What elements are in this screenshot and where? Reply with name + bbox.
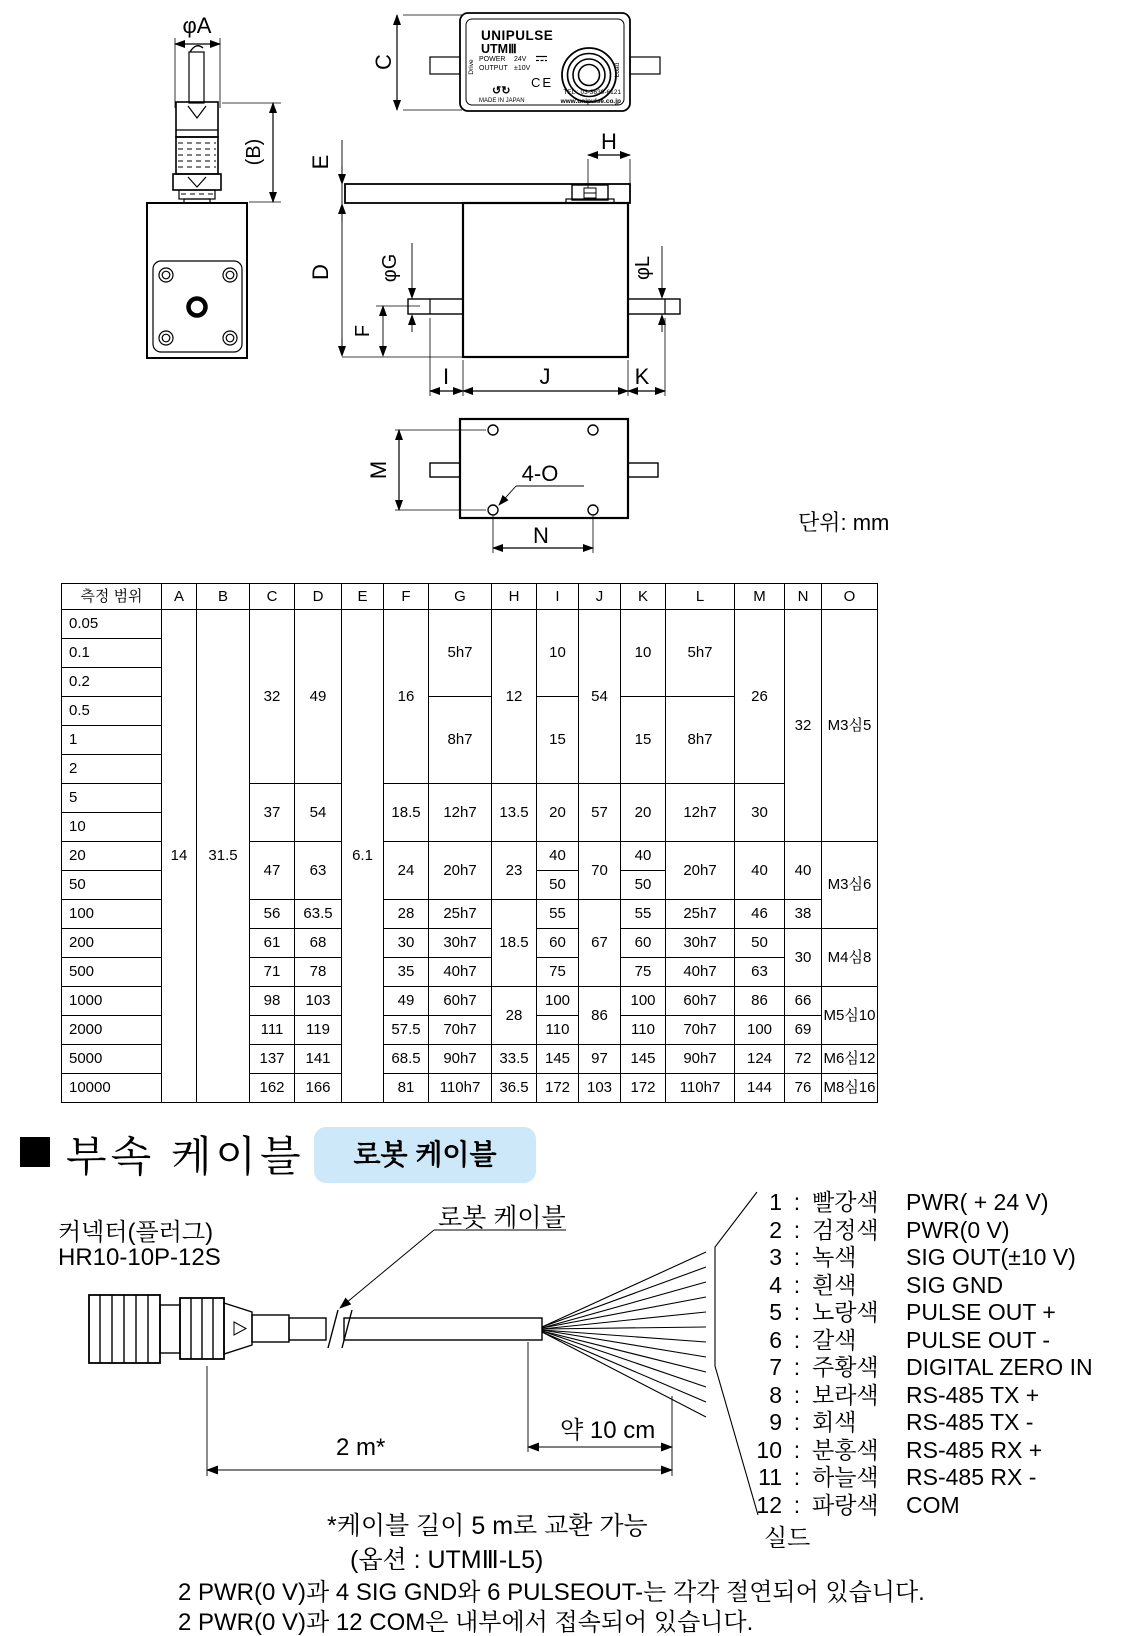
wire-color: 보라색 <box>812 1381 879 1408</box>
table-cell: 49 <box>295 610 342 784</box>
table-cell: 90h7 <box>666 1045 735 1074</box>
table-cell: 81 <box>384 1074 429 1103</box>
table-cell: 5h7 <box>429 610 492 697</box>
table-cell: M3심5 <box>822 610 878 842</box>
wire-list-item <box>742 1492 1132 1520</box>
table-cell: 67 <box>579 900 621 987</box>
table-cell: 40h7 <box>666 958 735 987</box>
table-cell: 76 <box>785 1074 822 1103</box>
wire-list-item <box>742 1244 1132 1272</box>
table-cell: 110 <box>621 1016 666 1045</box>
wire-signal: PULSE OUT + <box>906 1299 1056 1325</box>
wire-number: 1 <box>769 1189 782 1215</box>
wire-list-item <box>742 1437 1132 1465</box>
table-cell: 63 <box>735 958 785 987</box>
dim-label-d: D <box>308 264 333 280</box>
table-cell: 57.5 <box>384 1016 429 1045</box>
range-cell: 200 <box>62 929 162 958</box>
wire-color: 회색 <box>812 1409 857 1435</box>
table-cell: 26 <box>735 610 785 784</box>
plate-model: UTMⅢ <box>481 42 517 56</box>
wire-colon: : <box>793 1299 801 1325</box>
table-cell: 119 <box>295 1016 342 1045</box>
dim-label-f: F <box>352 324 374 338</box>
table-cell: 38 <box>785 900 822 929</box>
wire-colon: : <box>793 1409 801 1435</box>
plate-brand: UNIPULSE <box>481 28 554 43</box>
wire-signal: RS-485 RX - <box>906 1464 1037 1490</box>
table-cell: 60 <box>621 929 666 958</box>
table-cell: 6.1 <box>342 610 384 1103</box>
table-row <box>62 610 878 639</box>
table-column-header: A <box>162 584 197 610</box>
table-cell: 172 <box>537 1074 579 1103</box>
range-cell: 2000 <box>62 1016 162 1045</box>
table-cell: 60 <box>537 929 579 958</box>
table-cell: 145 <box>621 1045 666 1074</box>
wire-color: 파랑색 <box>812 1491 879 1518</box>
table-cell: 32 <box>785 610 822 842</box>
table-cell: 35 <box>384 958 429 987</box>
table-cell: 70h7 <box>666 1016 735 1045</box>
table-cell: 15 <box>537 697 579 784</box>
wire-number: 8 <box>769 1381 782 1408</box>
table-cell: 97 <box>579 1045 621 1074</box>
table-cell: 12h7 <box>666 784 735 842</box>
table-cell: 110h7 <box>666 1074 735 1103</box>
table-cell: 145 <box>537 1045 579 1074</box>
table-cell: 12h7 <box>429 784 492 842</box>
table-cell: 10 <box>537 610 579 697</box>
table-cell: 71 <box>250 958 295 987</box>
table-cell: 78 <box>295 958 342 987</box>
wire-color: 녹색 <box>812 1244 857 1270</box>
wire-list <box>742 1189 1132 1519</box>
wire-colon: : <box>793 1244 801 1270</box>
table-cell: 61 <box>250 929 295 958</box>
wire-color: 주황색 <box>812 1354 879 1380</box>
table-column-header: N <box>785 584 822 610</box>
front-view <box>147 38 281 358</box>
range-cell: 2 <box>62 755 162 784</box>
wire-colon: : <box>793 1436 801 1463</box>
table-header-row <box>62 584 878 610</box>
range-cell: 0.2 <box>62 668 162 697</box>
wire-list-item <box>742 1409 1132 1437</box>
dim-label-e: E <box>308 154 333 170</box>
wire-signal: RS-485 TX + <box>906 1381 1040 1408</box>
shield-label: 실드 <box>764 1525 811 1552</box>
table-cell: 12 <box>492 610 537 784</box>
table-cell: 100 <box>621 987 666 1016</box>
connector-label-line2: HR10-10P-12S <box>58 1244 221 1271</box>
table-cell: 141 <box>295 1045 342 1074</box>
wire-color: 갈색 <box>812 1326 857 1353</box>
wire-number: 12 <box>756 1491 782 1518</box>
table-cell: M6심12 <box>822 1045 878 1074</box>
table-cell: 60h7 <box>429 987 492 1016</box>
wire-number: 9 <box>769 1409 782 1435</box>
table-cell: 30 <box>785 929 822 987</box>
table-cell: 16 <box>384 610 429 784</box>
wire-color: 흰색 <box>812 1271 857 1298</box>
wire-number: 7 <box>769 1354 782 1380</box>
rotation-direction-icon: ↺↻ <box>492 85 511 97</box>
table-cell: 20h7 <box>429 842 492 900</box>
dim-label-phi-g: φG <box>379 253 401 283</box>
table-cell: 55 <box>537 900 579 929</box>
table-cell: 25h7 <box>666 900 735 929</box>
plate-power-value: 24V <box>514 56 527 63</box>
table-cell: 49 <box>384 987 429 1016</box>
wire-colon: : <box>793 1491 801 1518</box>
section-heading: 부속 케이블 <box>66 1133 305 1180</box>
table-cell: 15 <box>621 697 666 784</box>
table-cell: 124 <box>735 1045 785 1074</box>
table-cell: 40 <box>537 842 579 871</box>
wire-fan <box>542 1252 706 1417</box>
table-cell: 8h7 <box>429 697 492 784</box>
dim-label-i: I <box>442 364 450 389</box>
table-cell: 72 <box>785 1045 822 1074</box>
table-cell: 172 <box>621 1074 666 1103</box>
table-cell: 54 <box>579 610 621 784</box>
connector-label-line1: 커넥터(플러그) <box>58 1219 214 1246</box>
table-cell: 70 <box>579 842 621 900</box>
range-cell: 5 <box>62 784 162 813</box>
wire-signal: DIGITAL ZERO IN <box>906 1354 1093 1380</box>
dim-label-h: H <box>601 129 617 154</box>
cable-callout-label: 로봇 케이블 <box>438 1204 566 1232</box>
table-cell: 50 <box>537 871 579 900</box>
table-cell: 40 <box>621 842 666 871</box>
table-cell: 40 <box>735 842 785 900</box>
table-cell: 162 <box>250 1074 295 1103</box>
table-column-header: C <box>250 584 295 610</box>
dim-2m-label: 2 m* <box>336 1434 386 1461</box>
wire-colon: : <box>793 1381 801 1408</box>
table-cell: 10 <box>621 610 666 697</box>
wire-signal: SIG OUT(±10 V) <box>906 1244 1076 1270</box>
wire-signal: SIG GND <box>906 1271 1004 1298</box>
wire-color: 검정색 <box>812 1216 879 1243</box>
range-cell: 0.5 <box>62 697 162 726</box>
table-cell: 37 <box>250 784 295 842</box>
table-column-header: H <box>492 584 537 610</box>
wire-color: 노랑색 <box>812 1299 879 1325</box>
wire-list-item <box>742 1382 1132 1410</box>
table-cell: 14 <box>162 610 197 1103</box>
table-cell: 63 <box>295 842 342 900</box>
wire-signal: PULSE OUT - <box>906 1326 1050 1353</box>
table-cell: 36.5 <box>492 1074 537 1103</box>
table-cell: 25h7 <box>429 900 492 929</box>
range-cell: 10000 <box>62 1074 162 1103</box>
table-cell: M8심16 <box>822 1074 878 1103</box>
table-column-header: L <box>666 584 735 610</box>
table-cell: 98 <box>250 987 295 1016</box>
table-column-header: D <box>295 584 342 610</box>
dim-label-c: C <box>371 54 396 70</box>
dim-label-phi-a: φA <box>182 13 212 38</box>
cable-note-2: (옵션 : UTMⅢ-L5) <box>350 1546 544 1574</box>
wire-list-item <box>742 1299 1132 1327</box>
table-cell: 100 <box>735 1016 785 1045</box>
dim-label-phi-l: φL <box>632 255 654 281</box>
table-cell: 18.5 <box>492 900 537 987</box>
dim-label-n: N <box>533 523 549 548</box>
table-cell: 47 <box>250 842 295 900</box>
table-cell: M5심10 <box>822 987 878 1045</box>
range-cell: 1000 <box>62 987 162 1016</box>
wire-colon: : <box>793 1464 801 1490</box>
wire-number: 2 <box>769 1216 782 1243</box>
range-cell: 50 <box>62 871 162 900</box>
wire-colon: : <box>793 1189 801 1215</box>
table-cell: 110 <box>537 1016 579 1045</box>
table-cell: 111 <box>250 1016 295 1045</box>
table-cell: 68 <box>295 929 342 958</box>
table-cell: 28 <box>384 900 429 929</box>
wire-signal: PWR( + 24 V) <box>906 1189 1049 1215</box>
ce-mark: CE <box>531 75 554 90</box>
table-column-header: F <box>384 584 429 610</box>
table-column-header: K <box>621 584 666 610</box>
dim-label-j: J <box>539 364 551 389</box>
plate-web: www.unipulse.co.jp <box>560 98 621 105</box>
table-cell: 137 <box>250 1045 295 1074</box>
table-cell: 40h7 <box>429 958 492 987</box>
table-cell: 100 <box>537 987 579 1016</box>
table-cell: 18.5 <box>384 784 429 842</box>
table-cell: 23 <box>492 842 537 900</box>
robot-cable-badge: 로봇 케이블 <box>314 1127 536 1183</box>
table-column-header: G <box>429 584 492 610</box>
table-cell: 56 <box>250 900 295 929</box>
range-cell: 20 <box>62 842 162 871</box>
wire-color: 빨강색 <box>812 1189 879 1215</box>
table-cell: 66 <box>785 987 822 1016</box>
dim-label-k: K <box>634 364 650 389</box>
bottom-view <box>395 419 658 553</box>
cable-note-1: *케이블 길이 5 m로 교환 가능 <box>327 1512 648 1540</box>
table-cell: 103 <box>579 1074 621 1103</box>
wire-number: 4 <box>769 1271 782 1298</box>
dim-label-m: M <box>366 460 391 480</box>
footer-note-2: 2 PWR(0 V)과 12 COM은 내부에서 접속되어 있습니다. <box>178 1609 754 1636</box>
wire-signal: PWR(0 V) <box>906 1216 1010 1243</box>
table-column-header: J <box>579 584 621 610</box>
plate-output-value: ±10V <box>514 65 531 72</box>
wire-list-item <box>742 1272 1132 1300</box>
table-cell: M4심8 <box>822 929 878 987</box>
table-cell: M3심6 <box>822 842 878 929</box>
table-cell: 60h7 <box>666 987 735 1016</box>
wire-color: 하늘색 <box>812 1464 879 1490</box>
table-cell: 24 <box>384 842 429 900</box>
wire-colon: : <box>793 1354 801 1380</box>
wire-colon: : <box>793 1216 801 1243</box>
table-cell: 86 <box>735 987 785 1016</box>
wire-list-item <box>742 1189 1132 1217</box>
plate-made-in: MADE IN JAPAN <box>479 98 525 104</box>
table-cell: 54 <box>295 784 342 842</box>
plate-tel: TEL : 03-3639-6121 <box>563 89 621 96</box>
wire-signal: RS-485 TX - <box>906 1409 1034 1435</box>
range-cell: 0.1 <box>62 639 162 668</box>
holes-label: 4-O <box>521 461 559 486</box>
table-cell: 50 <box>621 871 666 900</box>
wire-colon: : <box>793 1326 801 1353</box>
table-cell: 70h7 <box>429 1016 492 1045</box>
dimension-drawings <box>0 0 1138 570</box>
table-cell: 32 <box>250 610 295 784</box>
table-cell: 90h7 <box>429 1045 492 1074</box>
table-cell: 86 <box>579 987 621 1045</box>
table-cell: 13.5 <box>492 784 537 842</box>
range-cell: 10 <box>62 813 162 842</box>
table-cell: 30h7 <box>429 929 492 958</box>
table-column-header: M <box>735 584 785 610</box>
table-cell: 30h7 <box>666 929 735 958</box>
footer-note-1: 2 PWR(0 V)과 4 SIG GND와 6 PULSEOUT-는 각각 절연되어 있습니다. <box>178 1579 925 1606</box>
table-cell: 68.5 <box>384 1045 429 1074</box>
range-cell: 100 <box>62 900 162 929</box>
plate-drive-label: Drive <box>468 59 475 75</box>
table-cell: 110h7 <box>429 1074 492 1103</box>
wire-number: 3 <box>769 1244 782 1270</box>
range-cell: 5000 <box>62 1045 162 1074</box>
wire-number: 5 <box>769 1299 782 1325</box>
table-cell: 8h7 <box>666 697 735 784</box>
wire-list-item <box>742 1327 1132 1355</box>
table-cell: 20 <box>537 784 579 842</box>
table-cell: 40 <box>785 842 822 900</box>
wire-number: 10 <box>756 1436 782 1463</box>
table-cell: 20h7 <box>666 842 735 900</box>
table-column-header: O <box>822 584 878 610</box>
table-cell: 166 <box>295 1074 342 1103</box>
table-cell: 50 <box>735 929 785 958</box>
table-column-header: B <box>197 584 250 610</box>
plate-output-label: OUTPUT <box>479 65 508 72</box>
dim-10cm-label: 약 10 cm <box>560 1417 656 1444</box>
plate-load-label: Load <box>614 62 621 78</box>
table-column-header: 측정 범위 <box>62 584 162 610</box>
table-cell: 75 <box>621 958 666 987</box>
wire-number: 6 <box>769 1326 782 1353</box>
table-cell: 46 <box>735 900 785 929</box>
table-cell: 33.5 <box>492 1045 537 1074</box>
wire-list-item <box>742 1464 1132 1492</box>
table-cell: 63.5 <box>295 900 342 929</box>
table-cell: 69 <box>785 1016 822 1045</box>
table-cell: 55 <box>621 900 666 929</box>
table-cell: 28 <box>492 987 537 1045</box>
wire-list-item <box>742 1354 1132 1382</box>
table-body <box>62 610 878 1103</box>
range-cell: 0.05 <box>62 610 162 639</box>
table-cell: 5h7 <box>666 610 735 697</box>
wire-colon: : <box>793 1271 801 1298</box>
wire-color: 분홍색 <box>812 1436 879 1463</box>
table-cell: 103 <box>295 987 342 1016</box>
plate-power-label: POWER <box>479 56 506 63</box>
table-cell: 31.5 <box>197 610 250 1103</box>
range-cell: 1 <box>62 726 162 755</box>
table-column-header: I <box>537 584 579 610</box>
table-cell: 30 <box>384 929 429 958</box>
range-cell: 500 <box>62 958 162 987</box>
unit-note: 단위: mm <box>798 510 890 535</box>
table-cell: 75 <box>537 958 579 987</box>
wire-signal: RS-485 RX + <box>906 1436 1043 1463</box>
dim-label-b: (B) <box>243 138 265 166</box>
dimension-table <box>61 583 878 1103</box>
table-cell: 20 <box>621 784 666 842</box>
wire-signal: COM <box>906 1491 960 1518</box>
table-column-header: E <box>342 584 384 610</box>
table-cell: 144 <box>735 1074 785 1103</box>
table-cell: 57 <box>579 784 621 842</box>
wire-number: 11 <box>758 1464 782 1490</box>
wire-list-item <box>742 1217 1132 1245</box>
table-cell: 30 <box>735 784 785 842</box>
